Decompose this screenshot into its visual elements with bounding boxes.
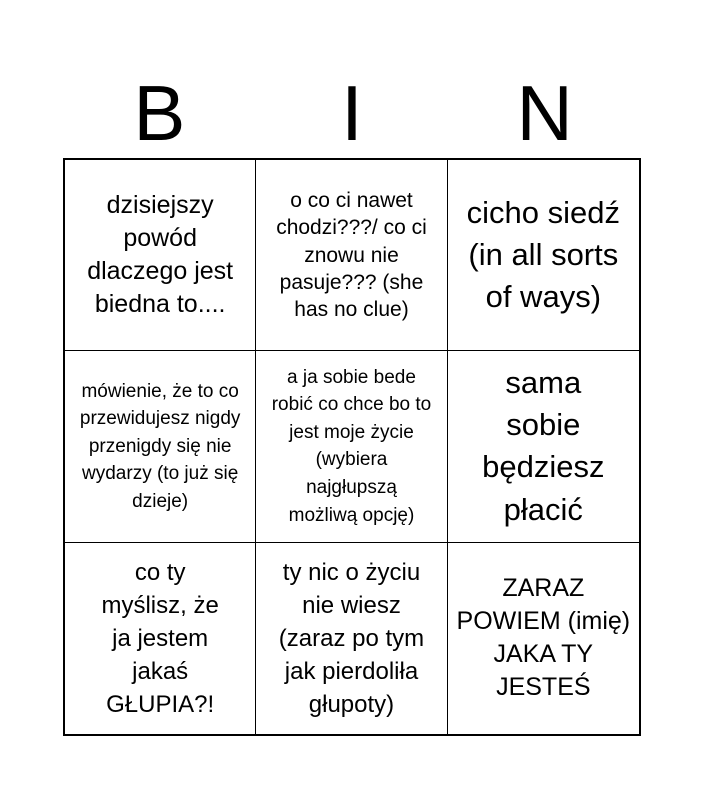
bingo-header xyxy=(63,68,641,158)
bingo-cell-text: ZARAZ POWIEM (imię) JAKA TY JESTEŚ xyxy=(456,574,631,702)
bingo-cell-3[interactable] xyxy=(448,160,639,351)
bingo-cell-text: ty nic o życiu nie wiesz (zaraz po tym jak pierdoliła głupoty) xyxy=(278,558,425,718)
bingo-cell-6[interactable] xyxy=(448,351,639,542)
bingo-cell-text: mówienie, że to co przewidujesz nigdy przenigdy się nie wydarzy (to już się dzieje) xyxy=(79,380,241,512)
bingo-grid xyxy=(63,158,641,736)
bingo-cell-2[interactable] xyxy=(256,160,447,351)
bingo-cell-9[interactable] xyxy=(448,543,639,734)
header-letter-b: B xyxy=(133,69,186,157)
bingo-cell-4[interactable] xyxy=(65,351,256,542)
bingo-cell-text: dzisiejszy powód dlaczego jest biedna to.... xyxy=(87,191,234,319)
bingo-cell-text: a ja sobie bede robić co chce bo to jest moje życie (wybiera najgłupszą możliwą opcję) xyxy=(271,366,432,526)
bingo-cell-1[interactable] xyxy=(65,160,256,351)
header-letter-n: N xyxy=(516,69,573,157)
bingo-cell-text: sama sobie będziesz płacić xyxy=(482,365,605,527)
header-letter-i: I xyxy=(341,69,363,157)
bingo-cell-text: o co ci nawet chodzi???/ co ci znowu nie pasuje??? (she has no clue) xyxy=(276,188,427,322)
bingo-cell-5[interactable] xyxy=(256,351,447,542)
bingo-cell-text: cicho siedź (in all sorts of ways) xyxy=(466,194,620,315)
bingo-cell-8[interactable] xyxy=(256,543,447,734)
bingo-cell-text: co ty myślisz, że ja jestem jakaś GŁUPIA?! xyxy=(101,558,219,718)
bingo-cell-7[interactable] xyxy=(65,543,256,734)
